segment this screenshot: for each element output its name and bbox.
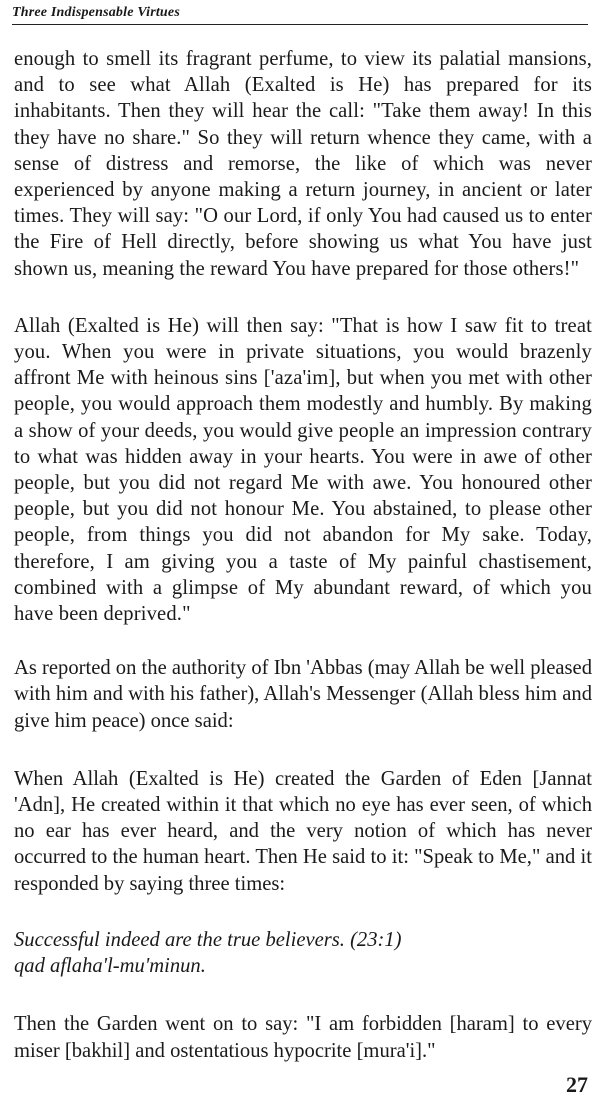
paragraph-1: enough to smell its fragrant perfume, to view its palatial mansions, and to see what Allah (Exalted is He) has prepared for its inhabitants. Then they will hear the call: "Take them away! In this they have no share." So they will return whence they came, with a sense of distress and remorse, the like of which was never experienced by anyone making a return journey, in ancient or later times. They will say: "O our Lord, if only You had caused us to enter the Fire of Hell directly, before showing us what You have just shown us, meaning the reward You have prepared for those others!" — [14, 48, 592, 280]
paragraph-4: When Allah (Exalted is He) created the Garden of Eden [Jannat 'Adn], He created within it that which no eye has ever seen, of which no ear has ever heard, and the very notion of which has never occurred to the human heart. Then He said to it: "Speak to Me," and it responded by saying three times: — [14, 767, 592, 895]
verse-translation: Successful indeed are the true believers. (23:1) — [14, 928, 402, 951]
paragraph-2: Allah (Exalted is He) will then say: "That is how I saw fit to treat you. When you were in private situations, you would brazenly affront Me with heinous sins ['aza'im], but when you met with other people, you would approach them modestly and humbly. By making a show of your deeds, you would give people an impression contrary to what was hidden away in your hearts. You were in awe of other people, but you did not regard Me with awe. You honoured other people, but you did not honour Me. You abstained, to please other people, from things you did not abandon for My sake. Today, therefore, I am giving you a taste of My painful chastisement, combined with a glimpse of My abundant reward, of which you have been deprived." — [14, 314, 592, 626]
page-number: 27 — [566, 1072, 588, 1097]
page-body — [14, 46, 592, 1064]
paragraph-3: As reported on the authority of Ibn 'Abbas (may Allah be well pleased with him and with his father), Allah's Messenger (Allah bless him and give him peace) once said: — [14, 657, 592, 732]
running-header — [12, 4, 588, 25]
paragraph-5: Then the Garden went on to say: "I am forbidden [haram] to every miser [bakhil] and ostentatious hypocrite [mura'i]." — [14, 1013, 592, 1062]
book-title: Three Indispensable Virtues — [12, 5, 180, 20]
quranic-verse — [14, 927, 592, 979]
verse-transliteration: qad aflaha'l-mu'minun. — [14, 955, 206, 978]
